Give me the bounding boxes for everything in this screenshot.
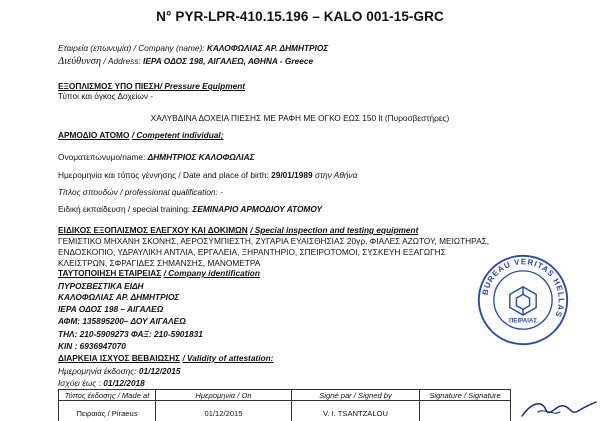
issue-date-row (58, 366, 180, 376)
signed-by-cell (291, 390, 419, 421)
date-cell (155, 390, 291, 421)
company-value: ΚΑΛΟΦΩΛΙΑΣ ΑΡ. ΔΗΜΗΤΡΙΟΣ (206, 43, 329, 53)
testing-heading-en: / Special inspection and testing equipment (250, 225, 419, 235)
address-label-en: / Address: (103, 56, 141, 66)
testing-equipment-line-3: ΚΛΕΙΣΤΡΩΝ, ΣΦΡΑΓΙΔΕΣ ΣΗΜΑΝΣΗΣ, ΜΑΝΟΜΕΤΡΑ (58, 258, 261, 268)
signature-header: Signature / Signature (429, 391, 501, 400)
identification-heading-en: / Company identification (163, 268, 260, 278)
vessel-type-label: Τύποι και όγκος Δοχείων - (58, 91, 154, 101)
validity-heading (58, 353, 273, 363)
identification-heading-gr: ΤΑΥΤΟΠΟΙΗΣΗ ΕΤΑΙΡΕΙΑΣ (58, 268, 162, 278)
company-label: Εταιρεία (επωνυμία) / Company (name): (58, 43, 205, 53)
competent-individual-heading (58, 130, 223, 140)
pressure-equipment-heading (58, 81, 245, 91)
birth-date: 29/01/1989 (271, 170, 313, 180)
date-header: Ημερομηνία / On (195, 391, 252, 400)
signature-table (58, 389, 511, 421)
identification-line-1: ΠΥΡΟΣΒΕΣΤΙΚΑ ΕΙΔΗ (58, 281, 144, 291)
pressure-heading-gr: ΕΞΟΠΛΙΣΜΟΣ ΥΠΟ ΠΙΕΣΗ (58, 81, 160, 91)
handwritten-signature (520, 398, 598, 420)
address-row (58, 55, 313, 68)
identification-line-2: ΚΑΛΟΦΩΛΙΑΣ ΑΡ. ΔΗΜΗΤΡΙΟΣ (58, 292, 180, 302)
testing-equipment-line-2: ΕΝΔΟΣΚΟΠΙΟ, ΥΔΡΑΥΛΙΚΗ ΑΝΤΛΙΑ, ΕΡΓΑΛΕΙΑ, ΞΗΡΑΝΤΗΡΙΟ, ΣΠΕΙΡΟΤΟΜΟΙ, ΣΥΣΚΕΥΗ ΕΞΑΓΩΓΗΣ (58, 247, 446, 257)
vessel-type-value: ΧΑΛΥΒΔΙΝΑ ΔΟΧΕΙΑ ΠΙΕΣΗΣ ΜΕ ΡΑΦΗ ΜΕ ΟΓΚΟ ΕΩΣ 150 lt (Πυροσβεστήρες) (150, 113, 450, 123)
made-at-cell (58, 390, 155, 421)
qualification-row: Τίτλος σπουδών / professional qualification: - (58, 187, 223, 197)
birth-label: Ημερομηνία και τόπος γέννησης / Date and place of birth: (58, 170, 269, 180)
name-label: Ονοματεπώνυμο/name: (58, 152, 146, 162)
training-label: Ειδική εκπαίδευση / special training: (58, 204, 191, 214)
signed-by-value: V. I. TSANTZALOU (323, 409, 388, 418)
signature-cell (419, 390, 511, 421)
identification-line-5: ΤΗΛ: 210-5909273 ΦΑΞ: 210-5901831 (58, 329, 203, 339)
made-at-header: Τόπος έκδοσης / Made at (64, 391, 150, 400)
training-value: ΣΕΜΙΝΑΡΙΟ ΑΡΜΟΔΙΟΥ ΑΤΟΜΟΥ (192, 204, 322, 214)
issue-date-label: Ημερομηνία έκδοσης: (58, 366, 137, 376)
competent-heading-gr: ΑΡΜΟΔΙΟ ΑΤΟΜΟ (58, 130, 130, 140)
stamp-ring-text: BUREAU VERITAS HELLAS (480, 257, 566, 319)
testing-equipment-heading (58, 225, 418, 235)
name-value: ΔΗΜΗΤΡΙΟΣ ΚΑΛΟΦΩΛΙΑΣ (147, 152, 255, 162)
company-row (58, 43, 328, 53)
birth-place: στην Αθήνα (314, 170, 358, 180)
stamp-emblem-icon (510, 287, 536, 315)
valid-until-row (58, 378, 145, 388)
valid-until-value: 01/12/2018 (103, 378, 145, 388)
competent-heading-en: / Competent individual; (131, 130, 224, 140)
testing-equipment-line-1: ΓΕΜΙΣΤΙΚΟ ΜΗΧΑΝΗ ΣΚΟΝΗΣ, ΑΕΡΟΣΥΜΠΙΕΣΤΗ, ΖΥΓΑΡΙΑ ΕΥΑΙΣΘΗΣΙΑΣ 20γρ, ΦΙΑΛΕΣ ΑΖΩΤΟΥ, ΜΕΙΩΤΗΡΑΣ, (58, 236, 490, 246)
address-label-gr: Διεύθυνση (58, 56, 102, 67)
bureau-veritas-stamp (476, 253, 570, 347)
address-value: ΙΕΡΑ ΟΔΟΣ 198, ΑΙΓΑΛΕΩ, ΑΘΗΝΑ - Greece (143, 56, 314, 66)
testing-heading-gr: ΕΙΔΙΚΟΣ ΕΞΟΠΛΙΣΜΟΣ ΕΛΕΓΧΟΥ ΚΑΙ ΔΟΚΙΜΩΝ (58, 225, 248, 235)
identification-line-6: ΚΙΝ : 6936947070 (58, 341, 126, 351)
validity-heading-gr: ΔΙΑΡΚΕΙΑ ΙΣΧΥΟΣ ΒΕΒΑΙΩΣΗΣ (58, 353, 181, 363)
made-at-value: Πειραιάς / Piraeus (76, 409, 138, 418)
issue-date-value: 01/12/2015 (138, 366, 181, 376)
birth-row (58, 170, 357, 180)
stamp-inner-text: ΠΕΙΡΑΙΑΣ (509, 317, 537, 325)
training-row (58, 204, 322, 214)
pressure-heading-en: / Pressure Equipment (159, 81, 246, 91)
certificate-number: N° PYR-LPR-410.15.196 – KALO 001-15-GRC (156, 9, 444, 24)
valid-until-label: Ισχύει έως : (58, 378, 101, 388)
date-value: 01/12/2015 (204, 409, 243, 418)
identification-line-4: ΑΦΜ: 135895200– ΔΟΥ ΑΙΓΑΛΕΩ (58, 316, 186, 326)
signed-by-header: Signé par / Signed by (319, 391, 392, 400)
company-identification-heading (58, 268, 260, 278)
identification-line-3: ΙΕΡΑ ΟΔΟΣ 198 – ΑΙΓΑΛΕΩ (58, 304, 164, 314)
validity-heading-en: / Validity of attestation: (182, 353, 274, 363)
name-row (58, 152, 254, 162)
